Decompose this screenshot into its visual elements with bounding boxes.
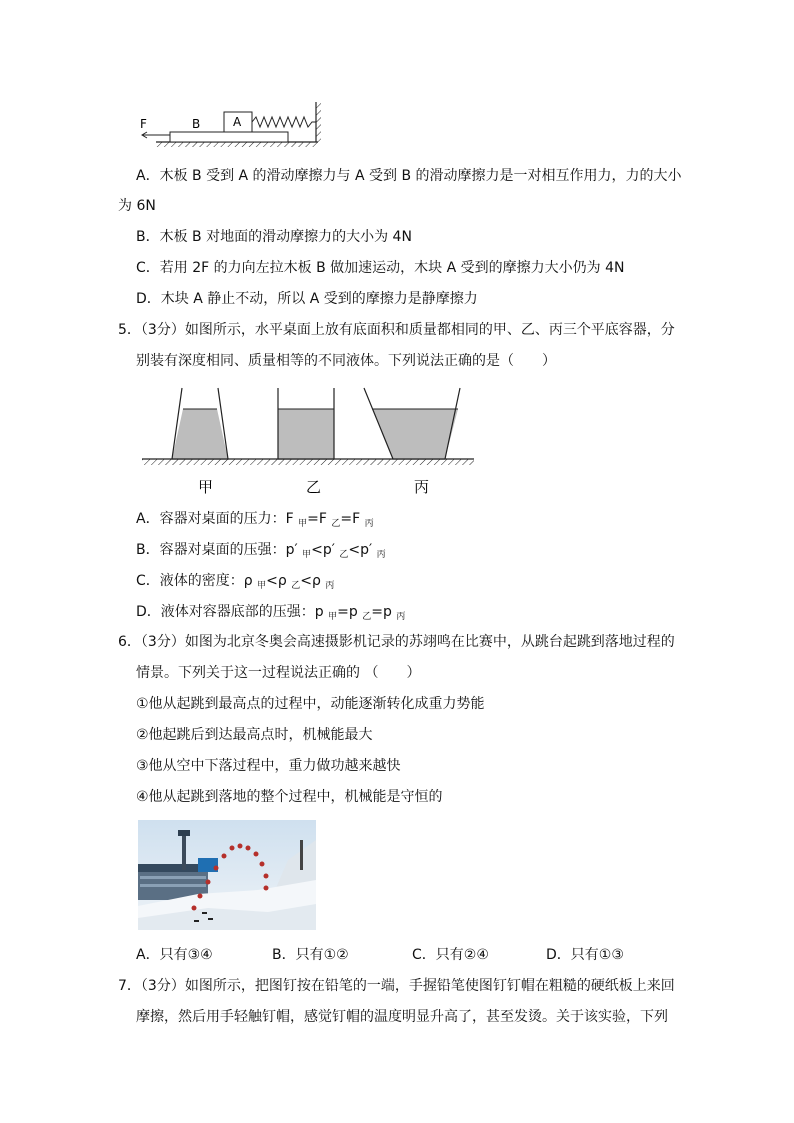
ski-jump-photo [138, 820, 316, 930]
subscript: 甲 [328, 612, 338, 622]
q5-option-c-text: <ρ [266, 573, 292, 589]
q6-option-a: A．只有③④ [136, 947, 213, 963]
subscript: 甲 [298, 519, 308, 529]
label-jia: 甲 [198, 478, 214, 496]
q5-option-c-text: C．液体的密度：ρ [136, 573, 258, 589]
q5-option-d-text: =p [337, 604, 363, 620]
q5-option-b-text: B．容器对桌面的压强：p′ [136, 542, 303, 558]
q5-option-d [136, 602, 405, 627]
liquid-jia [172, 409, 228, 459]
q7-stem-line1: 7．（3分）如图所示，把图钉按在铅笔的一端，手握铅笔使图钉钉帽在粗糙的硬纸板上来回 [118, 978, 675, 994]
q5-option-b [136, 540, 386, 565]
q5-option-a-text: =F [340, 511, 365, 527]
containers-diagram [140, 384, 480, 500]
label-yi: 乙 [306, 478, 322, 496]
board-b [170, 132, 288, 142]
q4-option-d: D．木块 A 静止不动，所以 A 受到的摩擦力是静摩擦力 [136, 291, 478, 307]
q4-option-a-line2: 为 6N [118, 198, 156, 214]
subscript: 丙 [325, 581, 335, 591]
label-b: B [192, 117, 201, 131]
q5-option-d-text: D．液体对容器底部的压强：p [136, 604, 329, 620]
subscript: 甲 [302, 550, 312, 560]
q5-option-a-text: A．容器对桌面的压力：F [136, 511, 299, 527]
label-f: F [140, 117, 147, 131]
q6-statement-3: ③他从空中下落过程中，重力做功越来越快 [136, 758, 401, 774]
label-bing: 丙 [414, 478, 430, 496]
friction-diagram [130, 96, 330, 152]
subscript: 乙 [362, 612, 372, 622]
q5-option-c-text: <ρ [300, 573, 326, 589]
liquid-bing [372, 409, 458, 459]
subscript: 乙 [339, 550, 349, 560]
q5-option-d-text: =p [371, 604, 397, 620]
subscript: 丙 [396, 612, 406, 622]
q6-statement-1: ①他从起跳到最高点的过程中，动能逐渐转化成重力势能 [136, 696, 485, 712]
liquid-yi [278, 409, 334, 459]
wall-hatch [316, 102, 321, 142]
q6-statement-4: ④他从起跳到落地的整个过程中，机械能是守恒的 [136, 789, 443, 805]
q6-stem-line1: 6．（3分）如图为北京冬奥会高速摄影机记录的苏翊鸣在比赛中，从跳台起跳到落地过程的 [118, 634, 675, 650]
subscript: 丙 [364, 519, 374, 529]
q5-option-a-text: =F [307, 511, 332, 527]
table-hatch [142, 459, 474, 465]
subscript: 乙 [291, 581, 301, 591]
q6-statement-2: ②他起跳后到达最高点时，机械能最大 [136, 727, 373, 743]
q5-option-a [136, 509, 374, 534]
q5-stem-line1: 5．（3分）如图所示，水平桌面上放有底面积和质量都相同的甲、乙、丙三个平底容器，分 [118, 322, 675, 338]
q4-option-b: B．木板 B 对地面的滑动摩擦力的大小为 4N [136, 229, 412, 245]
q5-option-b-text: <p′ [348, 542, 377, 558]
q5-option-c [136, 571, 334, 596]
ground-hatch [156, 142, 318, 147]
label-a: A [233, 115, 242, 129]
q6-option-c: C．只有②④ [412, 947, 489, 963]
q5-stem-line2: 别装有深度相同、质量相等的不同液体。下列说法正确的是（ ） [136, 353, 556, 369]
q6-option-b: B．只有①② [272, 947, 349, 963]
q6-option-d: D．只有①③ [546, 947, 624, 963]
q4-option-a-line1: A．木板 B 受到 A 的滑动摩擦力与 A 受到 B 的滑动摩擦力是一对相互作用力，力的大小 [136, 168, 682, 184]
q7-stem-line2: 摩擦，然后用手轻触钉帽，感觉钉帽的温度明显升高了，甚至发烫。关于该实验，下列 [136, 1009, 668, 1025]
q4-option-c: C．若用 2F 的力向左拉木板 B 做加速运动，木块 A 受到的摩擦力大小仍为 4N [136, 260, 625, 276]
subscript: 乙 [331, 519, 341, 529]
subscript: 丙 [376, 550, 386, 560]
spring [252, 117, 316, 127]
subscript: 甲 [257, 581, 267, 591]
q5-option-b-text: <p′ [311, 542, 340, 558]
q6-stem-line2: 情景。下列关于这一过程说法正确的 （ ） [136, 665, 421, 681]
